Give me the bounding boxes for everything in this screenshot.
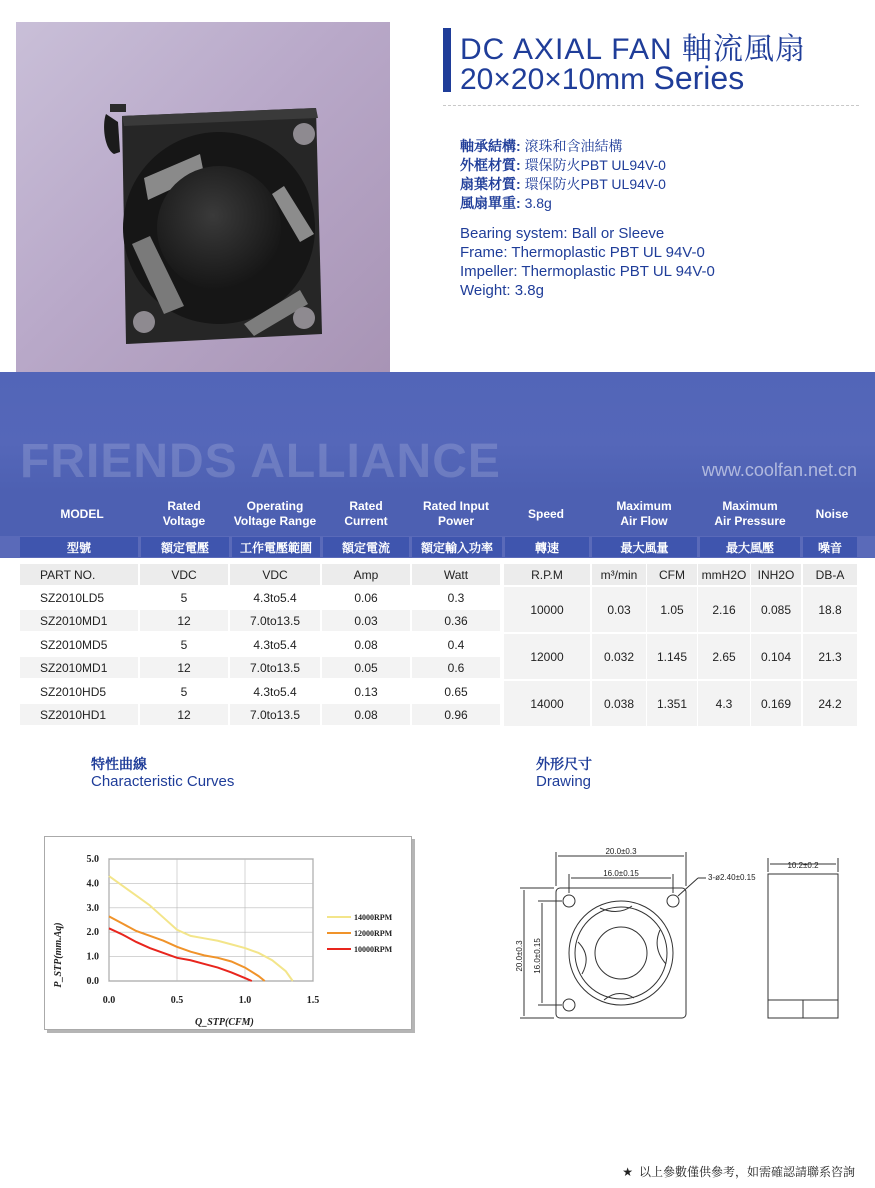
speed-cell: 14000	[504, 681, 590, 726]
y-tick-label: 2.0	[86, 927, 99, 939]
curves-heading-zh: 特性曲線	[91, 756, 147, 772]
part-number: SZ2010MD5	[40, 637, 108, 652]
brand-band	[0, 372, 875, 492]
specs-chinese	[460, 137, 666, 213]
spec-value: 環保防火PBT UL94V-0	[524, 176, 666, 192]
star-icon: ★	[622, 1165, 633, 1179]
legend-label: 10000RPM	[354, 945, 393, 954]
spec-row	[460, 137, 666, 156]
part-number: SZ2010HD5	[40, 684, 107, 699]
plot-frame	[109, 859, 313, 981]
speed-cell: 10000	[504, 587, 590, 632]
chart-x-label: Q_STP(CFM)	[195, 1017, 254, 1028]
dim-hole-diameter: 3-ø2.40±0.15	[708, 873, 756, 882]
spec-row	[460, 194, 666, 213]
footer-note	[622, 1163, 855, 1180]
col-header-air-flow: Maximum Air Flow	[616, 499, 672, 528]
rated-voltage: 12	[140, 704, 228, 725]
rated-voltage: 12	[140, 610, 228, 631]
col-header-zh: 額定電壓	[141, 537, 229, 557]
spec-row	[460, 156, 666, 175]
rated-current: 0.05	[322, 657, 410, 678]
pressure-mmh2o-cell: 2.65	[698, 634, 750, 679]
product-photo	[16, 22, 390, 372]
page-title: DC AXIAL FAN 軸流風扇	[460, 33, 806, 66]
series-label: Series	[653, 60, 745, 96]
rated-voltage: 5	[180, 590, 188, 605]
airflow-cfm-cell: 1.351	[647, 681, 697, 726]
y-tick-label: 3.0	[86, 902, 99, 914]
unit-cell: R.P.M	[504, 564, 590, 585]
col-header-zh: 最大風壓	[700, 537, 800, 557]
spec-row	[460, 175, 666, 194]
spec-line: Impeller: Thermoplastic PBT UL 94V-0	[460, 263, 715, 280]
table-header-en	[0, 492, 875, 536]
col-header-rated-voltage: Rated Voltage	[162, 499, 206, 528]
noise-cell: 21.3	[803, 634, 857, 679]
page-subtitle	[460, 60, 744, 97]
spec-line: Frame: Thermoplastic PBT UL 94V-0	[460, 244, 705, 261]
unit-cell: DB-A	[803, 564, 857, 585]
unit-cell: Watt	[412, 564, 500, 585]
dim-hole-height: 16.0±0.15	[533, 938, 542, 974]
legend-label: 12000RPM	[354, 929, 393, 938]
dim-outer-width: 20.0±0.3	[605, 847, 637, 856]
airflow-m3-cell: 0.03	[592, 587, 646, 632]
rated-current: 0.03	[322, 610, 410, 631]
size-label: 20×20×10mm	[460, 63, 646, 96]
col-header-zh: 轉速	[505, 537, 589, 557]
specs-english	[460, 224, 715, 300]
col-header-zh: 工作電壓範圍	[232, 537, 320, 557]
rated-current: 0.06	[354, 590, 378, 605]
col-header-input-power: Rated Input Power	[423, 499, 489, 528]
voltage-range: 7.0to13.5	[230, 610, 320, 631]
col-header-voltage-range: Operating Voltage Range	[233, 499, 317, 528]
airflow-cfm-cell: 1.05	[647, 587, 697, 632]
col-header-air-pressure: Maximum Air Pressure	[714, 499, 786, 528]
unit-cell: VDC	[140, 564, 228, 585]
pressure-mmh2o-cell: 4.3	[698, 681, 750, 726]
rated-voltage: 12	[140, 657, 228, 678]
col-header-speed: Speed	[527, 506, 564, 521]
airflow-m3-cell: 0.032	[592, 634, 646, 679]
y-tick-label: 0.0	[86, 976, 99, 987]
series-line-12000RPM	[109, 916, 265, 981]
dim-hole-spacing: 16.0±0.15	[603, 869, 639, 878]
part-number: SZ2010MD1	[20, 657, 138, 678]
voltage-range: 7.0to13.5	[230, 657, 320, 678]
pressure-inh2o-cell: 0.104	[751, 634, 801, 679]
noise-cell: 24.2	[803, 681, 857, 726]
rated-current: 0.08	[354, 637, 378, 652]
dimension-drawing	[510, 838, 855, 1038]
table-header-zh	[0, 536, 875, 558]
drawing-heading-en: Drawing	[536, 773, 592, 790]
pressure-inh2o-cell: 0.085	[751, 587, 801, 632]
dim-depth: 10.2±0.2	[787, 861, 819, 870]
characteristic-chart	[44, 836, 412, 1030]
chart-svg	[45, 837, 413, 1031]
unit-cell: mmH2O	[698, 564, 750, 585]
x-tick-label: 0.0	[102, 995, 116, 1006]
drawing-heading-zh: 外形尺寸	[536, 756, 592, 772]
x-tick-label: 1.5	[306, 995, 320, 1006]
col-header-zh: 型號	[20, 537, 138, 557]
rated-voltage: 5	[180, 684, 188, 699]
divider	[443, 105, 859, 106]
unit-cell: Amp	[322, 564, 410, 585]
pressure-inh2o-cell: 0.169	[751, 681, 801, 726]
spec-line: Weight: 3.8g	[460, 282, 544, 299]
col-header-zh: 額定輸入功率	[412, 537, 502, 557]
unit-cell: INH2O	[751, 564, 801, 585]
footer-note-text: 以上參數僅供參考，如需確認請聯系咨詢	[638, 1165, 855, 1179]
x-tick-label: 1.0	[238, 995, 252, 1006]
unit-cell: m³/min	[592, 564, 646, 585]
unit-cell: CFM	[647, 564, 697, 585]
spec-value: 環保防火PBT UL94V-0	[524, 157, 666, 173]
rated-voltage: 5	[180, 637, 188, 652]
y-tick-label: 1.0	[86, 951, 99, 963]
spec-value: 滾珠和含油結構	[524, 138, 623, 154]
x-tick-label: 0.5	[170, 995, 184, 1006]
col-header-rated-current: Rated Current	[344, 499, 388, 528]
col-header-zh: 噪音	[803, 537, 857, 557]
voltage-range: 4.3to5.4	[253, 637, 297, 652]
legend-label: 14000RPM	[354, 913, 393, 922]
spec-label: 軸承結構:	[460, 138, 521, 154]
airflow-cfm-cell: 1.145	[647, 634, 697, 679]
part-number: SZ2010LD5	[40, 590, 105, 605]
pressure-mmh2o-cell: 2.16	[698, 587, 750, 632]
spec-label: 外框材質:	[460, 157, 521, 173]
noise-cell: 18.8	[803, 587, 857, 632]
spec-label: 扇葉材質:	[460, 176, 521, 192]
website-link[interactable]: www.coolfan.net.cn	[701, 460, 857, 480]
table-row-units	[0, 564, 875, 586]
col-header-model: MODEL	[60, 506, 104, 521]
y-tick-label: 4.0	[86, 878, 99, 890]
series-line-14000RPM	[109, 876, 293, 981]
input-power: 0.4	[447, 637, 465, 652]
brand-watermark: FRIENDS ALLIANCE	[20, 435, 501, 488]
part-number: SZ2010MD1	[20, 610, 138, 631]
part-number: SZ2010HD1	[20, 704, 138, 725]
col-header-noise: Noise	[815, 506, 849, 521]
series-line-10000RPM	[109, 928, 252, 981]
input-power: 0.65	[444, 684, 468, 699]
curves-heading-en: Characteristic Curves	[91, 773, 235, 790]
chart-y-label: P_STP(mm.Aq)	[53, 922, 64, 988]
rated-current: 0.13	[354, 684, 378, 699]
input-power: 0.6	[412, 657, 500, 678]
unit-cell: VDC	[230, 564, 320, 585]
voltage-range: 4.3to5.4	[253, 590, 297, 605]
voltage-range: 4.3to5.4	[253, 684, 297, 699]
input-power: 0.3	[447, 590, 465, 605]
airflow-m3-cell: 0.038	[592, 681, 646, 726]
spec-line: Bearing system: Ball or Sleeve	[460, 225, 665, 242]
y-tick-label: 5.0	[86, 854, 99, 865]
spec-value: 3.8g	[524, 195, 552, 211]
fan-image	[104, 94, 334, 354]
title-accent-bar	[443, 28, 451, 92]
voltage-range: 7.0to13.5	[230, 704, 320, 725]
unit-cell: PART NO.	[20, 564, 138, 585]
col-header-zh: 額定電流	[323, 537, 409, 557]
rated-current: 0.08	[322, 704, 410, 725]
spec-label: 風扇單重:	[460, 195, 521, 211]
dim-outer-height: 20.0±0.3	[515, 940, 524, 972]
speed-cell: 12000	[504, 634, 590, 679]
input-power: 0.36	[412, 610, 500, 631]
input-power: 0.96	[412, 704, 500, 725]
col-header-zh: 最大風量	[592, 537, 697, 557]
